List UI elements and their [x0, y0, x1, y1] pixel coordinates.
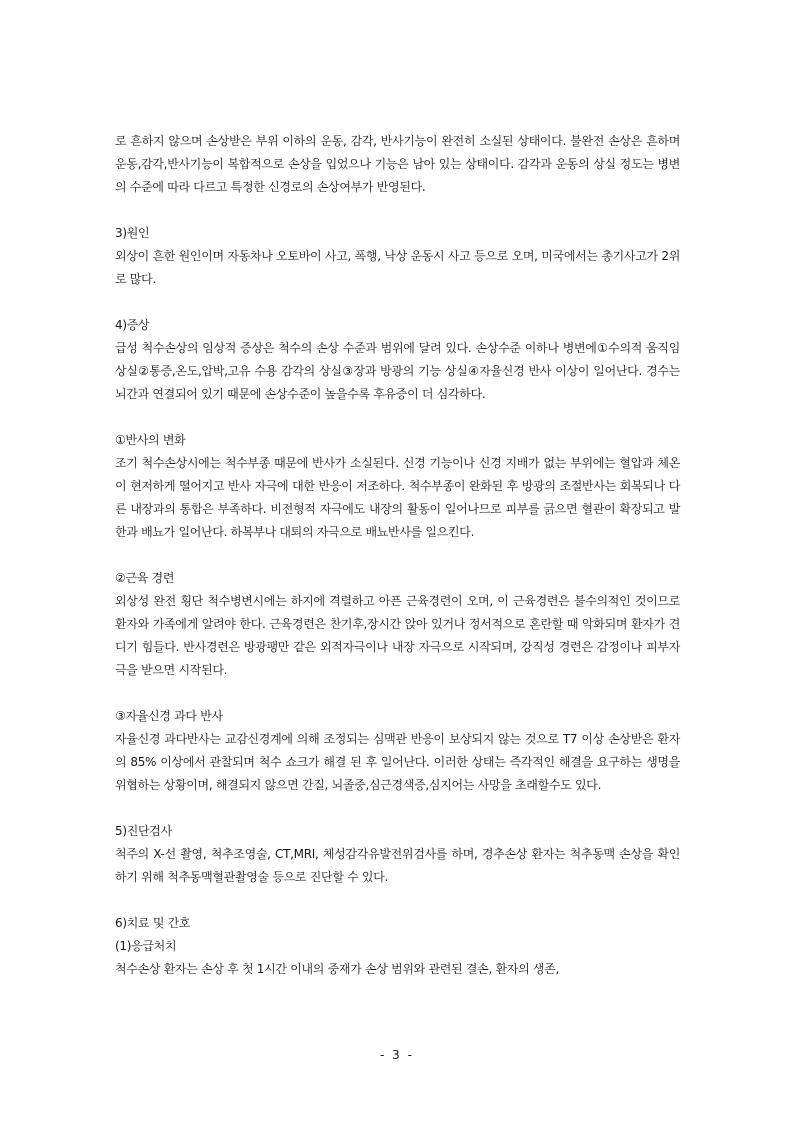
section-reflex-change — [115, 429, 680, 544]
section-paragraph: 척수손상 환자는 손상 후 첫 1시간 이내의 중재가 손상 범위와 관련된 결손, 환자의 생존, — [115, 962, 559, 976]
section-diagnostic-tests — [115, 820, 680, 889]
section-subheading: (1)응급처치 — [115, 939, 177, 953]
page-body — [115, 130, 680, 981]
section-autonomic-dysreflexia — [115, 705, 680, 797]
section-paragraph: 외상이 흔한 원인이며 자동차나 오토바이 사고, 폭행, 낙상 운동시 사고 등으로 오며, 미국에서는 총기사고가 2위로 많다. — [115, 249, 680, 286]
section-heading: 3)원인 — [115, 226, 150, 240]
section-heading: ②근육 경련 — [115, 571, 175, 585]
section-heading: 4)증상 — [115, 318, 150, 332]
section-muscle-spasm — [115, 567, 680, 682]
page-number: - 3 - — [380, 1048, 414, 1062]
section-treatment-care — [115, 912, 680, 981]
section-heading: ①반사의 변화 — [115, 433, 186, 447]
section-cause — [115, 222, 680, 291]
intro-paragraph: 로 흔하지 않으며 손상받은 부위 이하의 운동, 감각, 반사기능이 완전히 소실된 상태이다. 불완전 손상은 흔하며 운동,감각,반사기능이 복합적으로 손상을 입었으나 기능은 남아 있는 상태이다. 감각과 운동의 상실 정도는 병변의 수준에 따라 다르고 특정한 신경로의 손상여부가 반영된다. — [115, 134, 680, 194]
section-heading: 5)진단검사 — [115, 824, 172, 838]
section-symptoms — [115, 314, 680, 406]
section-paragraph: 척주의 X-선 촬영, 척추조영술, CT,MRI, 체성감각유발전위검사를 하며, 경추손상 환자는 척추동맥 손상을 확인하기 위해 척추동맥혈관촬영술 등으로 진단할 수 있다. — [115, 847, 680, 884]
section-heading: ③자율신경 과다 반사 — [115, 709, 223, 723]
section-heading: 6)치료 및 간호 — [115, 916, 191, 930]
section-paragraph: 자율신경 과다반사는 교감신경계에 의해 조정되는 심맥관 반응이 보상되지 않는 것으로 T7 이상 손상받은 환자의 85% 이상에서 관찰되며 척수 쇼크가 해결 된 후 일어난다. 이러한 상태는 즉각적인 해결을 요구하는 생명을 위협하는 상황이며, 해결되지 않으면 간질, 뇌졸중,심근경색증,심지어는 사망을 초래할수도 있다. — [115, 732, 680, 792]
section-paragraph: 외상성 완전 횡단 척수병변시에는 하지에 격렬하고 아픈 근육경련이 오며, 이 근육경련은 불수의적인 것이므로 환자와 가족에게 알려야 한다. 근육경련은 찬기후,장시간 앉아 있거나 정서적으로 혼란할 때 악화되며 환자가 견디기 힘들다. 반사경련은 방광팽만 같은 외적자극이나 내장 자극으로 시작되며, 강직성 경련은 감정이나 피부자극을 받으면 시작된다. — [115, 594, 680, 677]
section-paragraph: 조기 척수손상시에는 척수부종 때문에 반사가 소실된다. 신경 기능이나 신경 지배가 없는 부위에는 혈압과 체온이 현저하게 떨어지고 반사 자극에 대한 반응이 저조하다. 척수부종이 완화된 후 방광의 조절반사는 회복되나 다른 내장과의 통합은 부족하다. 비전형적 자극에도 내장의 활동이 일어나므로 피부를 긁으면 혈관이 확장되고 발한과 배뇨가 일어난다. 하복부나 대퇴의 자극으로 배뇨반사를 일으킨다. — [115, 456, 680, 539]
section-paragraph: 급성 척수손상의 임상적 증상은 척수의 손상 수준과 범위에 달려 있다. 손상수준 이하나 병변에①수의적 움직임 상실②통증,온도,압박,고유 수용 감각의 상실③장과 방광의 기능 상실④자율신경 반사 이상이 일어난다. 경수는 뇌간과 연결되어 있기 때문에 손상수준이 높을수록 후유증이 더 심각하다. — [115, 341, 680, 401]
